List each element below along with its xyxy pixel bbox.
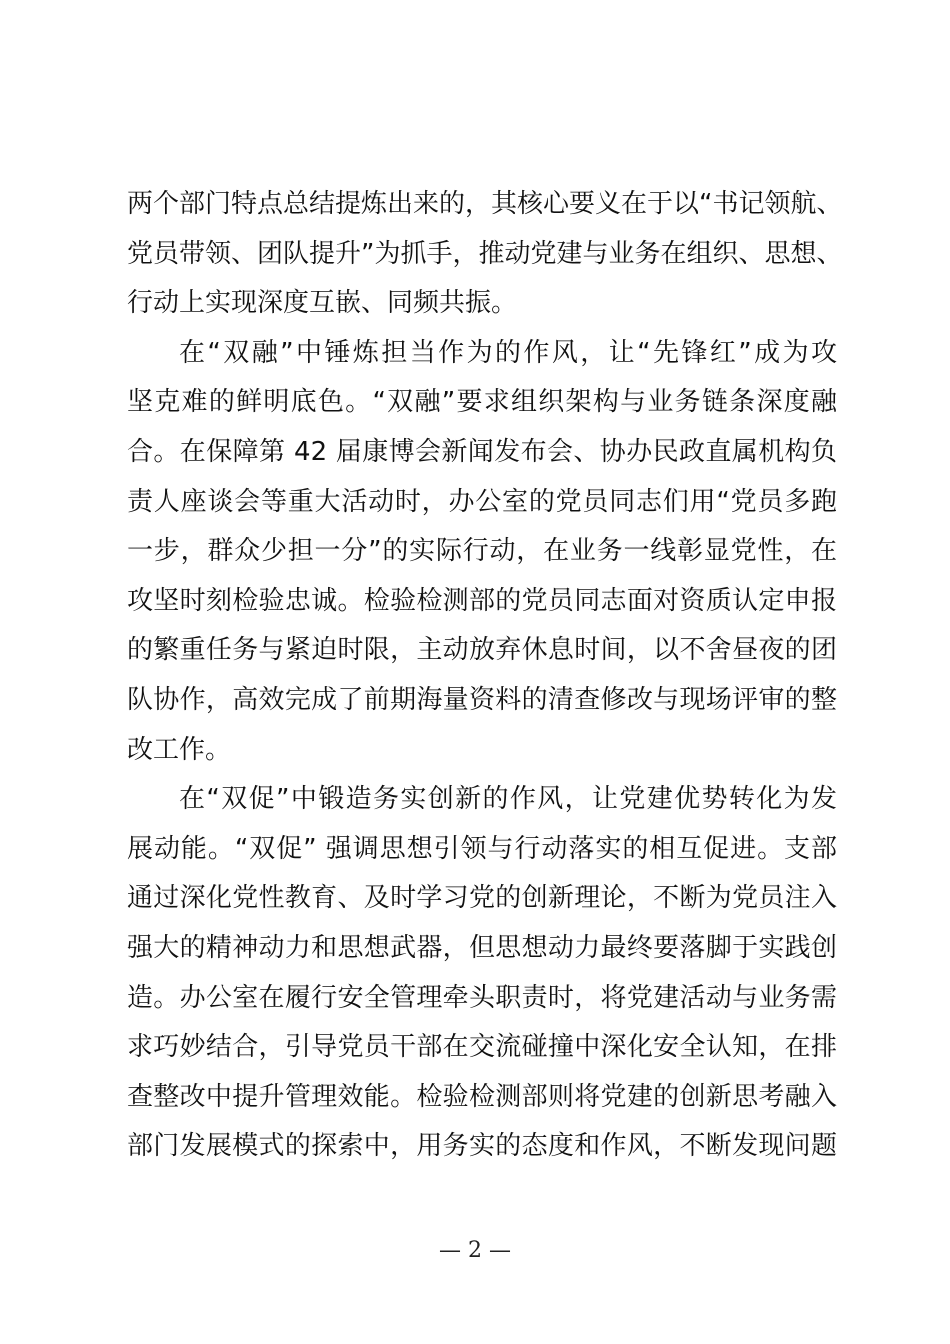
- text-line: 查整改中提升管理效能。检验检测部则将党建的创新思考融入: [127, 1081, 837, 1112]
- paragraph-first-line: 在“双融”中锤炼担当作为的作风，让“先锋红”成为攻: [179, 337, 837, 368]
- text-line: 攻坚时刻检验忠诚。检验检测部的党员同志面对资质认定申报: [127, 585, 837, 616]
- text-line: 的繁重任务与紧迫时限，主动放弃休息时间，以不舍昼夜的团: [127, 635, 837, 666]
- text-line: 行动上实现深度互嵌、同频共振。: [127, 288, 518, 319]
- text-line: 造。办公室在履行安全管理牵头职责时，将党建活动与业务需: [127, 982, 837, 1013]
- text-line: 责人座谈会等重大活动时，办公室的党员同志们用“党员多跑: [127, 486, 837, 517]
- text-line: 队协作，高效完成了前期海量资料的清查修改与现场评审的整: [127, 684, 837, 715]
- text-line: 通过深化党性教育、及时学习党的创新理论，不断为党员注入: [127, 883, 837, 914]
- text-line: 两个部门特点总结提炼出来的，其核心要义在于以“书记领航、: [127, 189, 843, 219]
- text-line: 强大的精神动力和思想武器，但思想动力最终要落脚于实践创: [127, 932, 837, 963]
- text-line: 部门发展模式的探索中，用务实的态度和作风，不断发现问题: [127, 1131, 837, 1162]
- text-line: 一步，群众少担一分”的实际行动，在业务一线彰显党性，在: [127, 536, 837, 567]
- text-line: 展动能。“双促” 强调思想引领与行动落实的相互促进。支部: [127, 833, 837, 864]
- text-line: 合。在保障第 42 届康博会新闻发布会、协办民政直属机构负: [127, 436, 837, 467]
- paragraph-first-line: 在“双促”中锻造务实创新的作风，让党建优势转化为发: [179, 784, 837, 815]
- text-line: 改工作。: [127, 734, 232, 765]
- text-line: 坚克难的鲜明底色。“双融”要求组织架构与业务链条深度融: [127, 387, 837, 418]
- page-number: — 2 —: [439, 1238, 511, 1263]
- body-text: [127, 180, 843, 1172]
- text-line: 求巧妙结合，引导党员干部在交流碰撞中深化安全认知，在排: [127, 1032, 837, 1063]
- text-line: 党员带领、团队提升”为抓手，推动党建与业务在组织、思想、: [127, 238, 843, 269]
